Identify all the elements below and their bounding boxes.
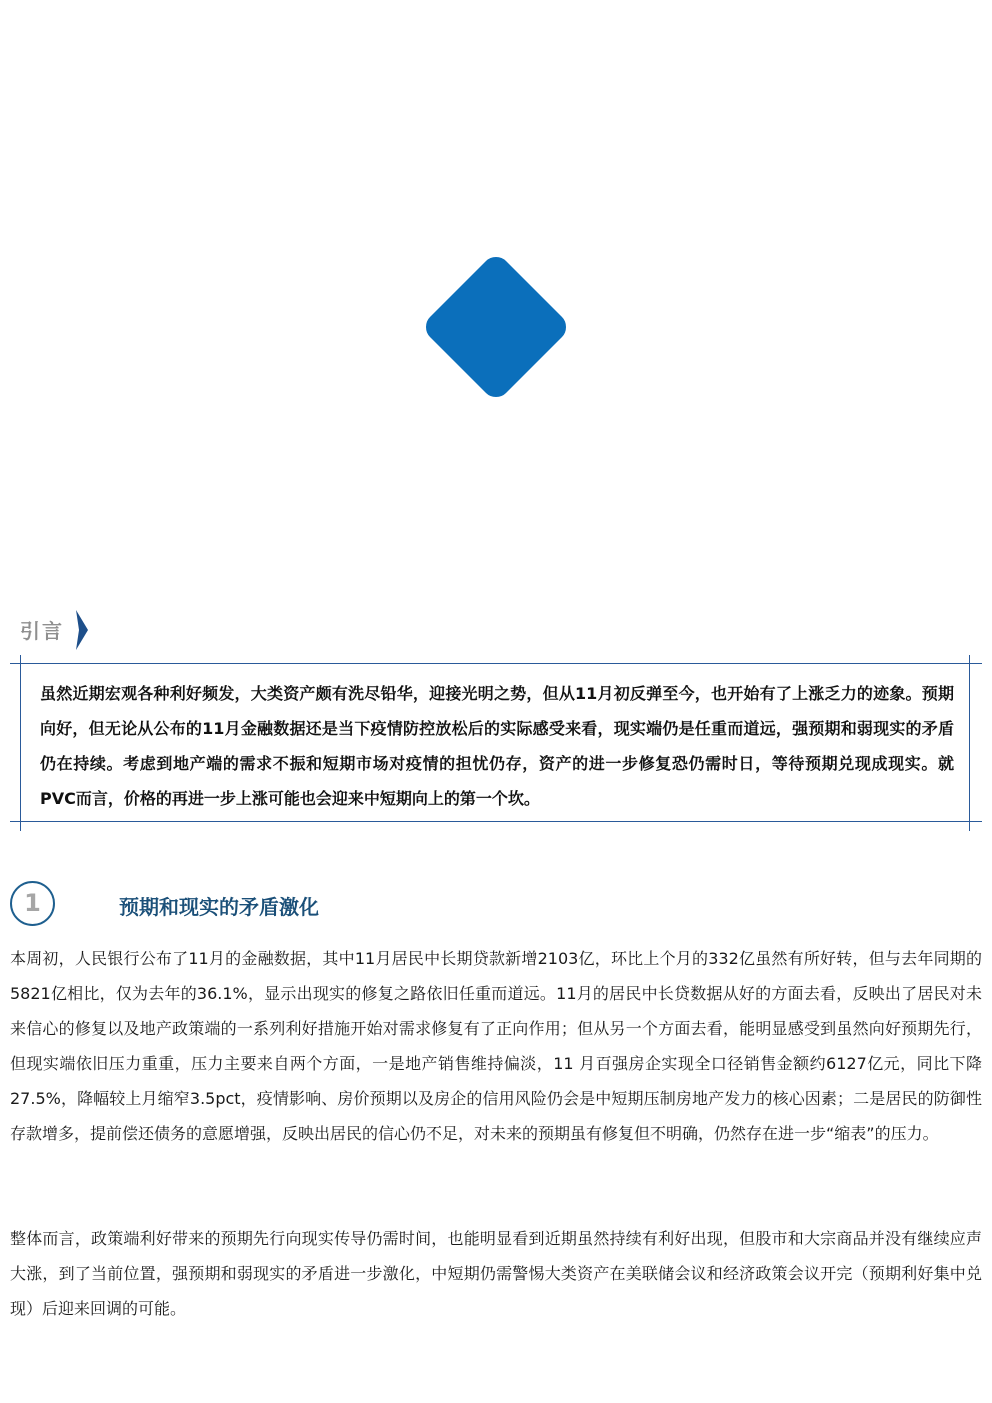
section-title: 预期和现实的矛盾激化 (119, 895, 319, 919)
intro-box-left-border (20, 655, 21, 831)
chevron-right-icon (76, 610, 88, 650)
intro-text: 虽然近期宏观各种利好频发，大类资产颇有洗尽铅华，迎接光明之势，但从11月初反弹至今，也开始有了上涨乏力的迹象。预期向好，但无论从公布的11月金融数据还是当下疫情防控放松后的实际感受来看，现实端仍是任重而道远，强预期和弱现实的矛盾仍在持续。考虑到地产端的需求不振和短期市场对疫情的担忧仍存，资产的进一步修复恐仍需时日，等待预期兑现成现实。就PVC而言，价格的再进一步上涨可能也会迎来中短期向上的第一个坎。 (40, 684, 954, 808)
diamond-logo-icon (424, 255, 568, 399)
body-paragraph-2: 整体而言，政策端利好带来的预期先行向现实传导仍需时间，也能明显看到近期虽然持续有利好出现，但股市和大宗商品并没有继续应声大涨，到了当前位置，强预期和弱现实的矛盾进一步激化，中短期仍需警惕大类资产在美联储会议和经济政策会议开完（预期利好集中兑现）后迎来回调的可能。 (10, 1229, 982, 1318)
intro-label: 引言 (20, 619, 64, 643)
intro-box-bottom-border (10, 821, 982, 822)
body-paragraph-1: 本周初，人民银行公布了11月的金融数据，其中11月居民中长期贷款新增2103亿，环比上个月的332亿虽然有所好转，但与去年同期的5821亿相比，仅为去年的36.1%，显示出现实的修复之路依旧任重而道远。11月的居民中长贷数据从好的方面去看，反映出了居民对未来信心的修复以及地产政策端的一系列利好措施开始对需求修复有了正向作用；但从另一个方面去看，能明显感受到虽然向好预期先行，但现实端依旧压力重重，压力主要来自两个方面，一是地产销售维持偏淡，11 月百强房企实现全口径销售金额约6127亿元，同比下降27.5%，降幅较上月缩窄3.5pct，疫情影响、房价预期以及房企的信用风险仍会是中短期压制房地产发力的核心因素；二是居民的防御性存款增多，提前偿还债务的意愿增强，反映出居民的信心仍不足，对未来的预期虽有修复但不明确，仍然存在进一步“缩表”的压力。 (10, 949, 982, 1143)
intro-box-right-border (969, 655, 970, 831)
intro-box-top-border (10, 663, 982, 664)
section-number-badge: 1 (10, 881, 55, 926)
